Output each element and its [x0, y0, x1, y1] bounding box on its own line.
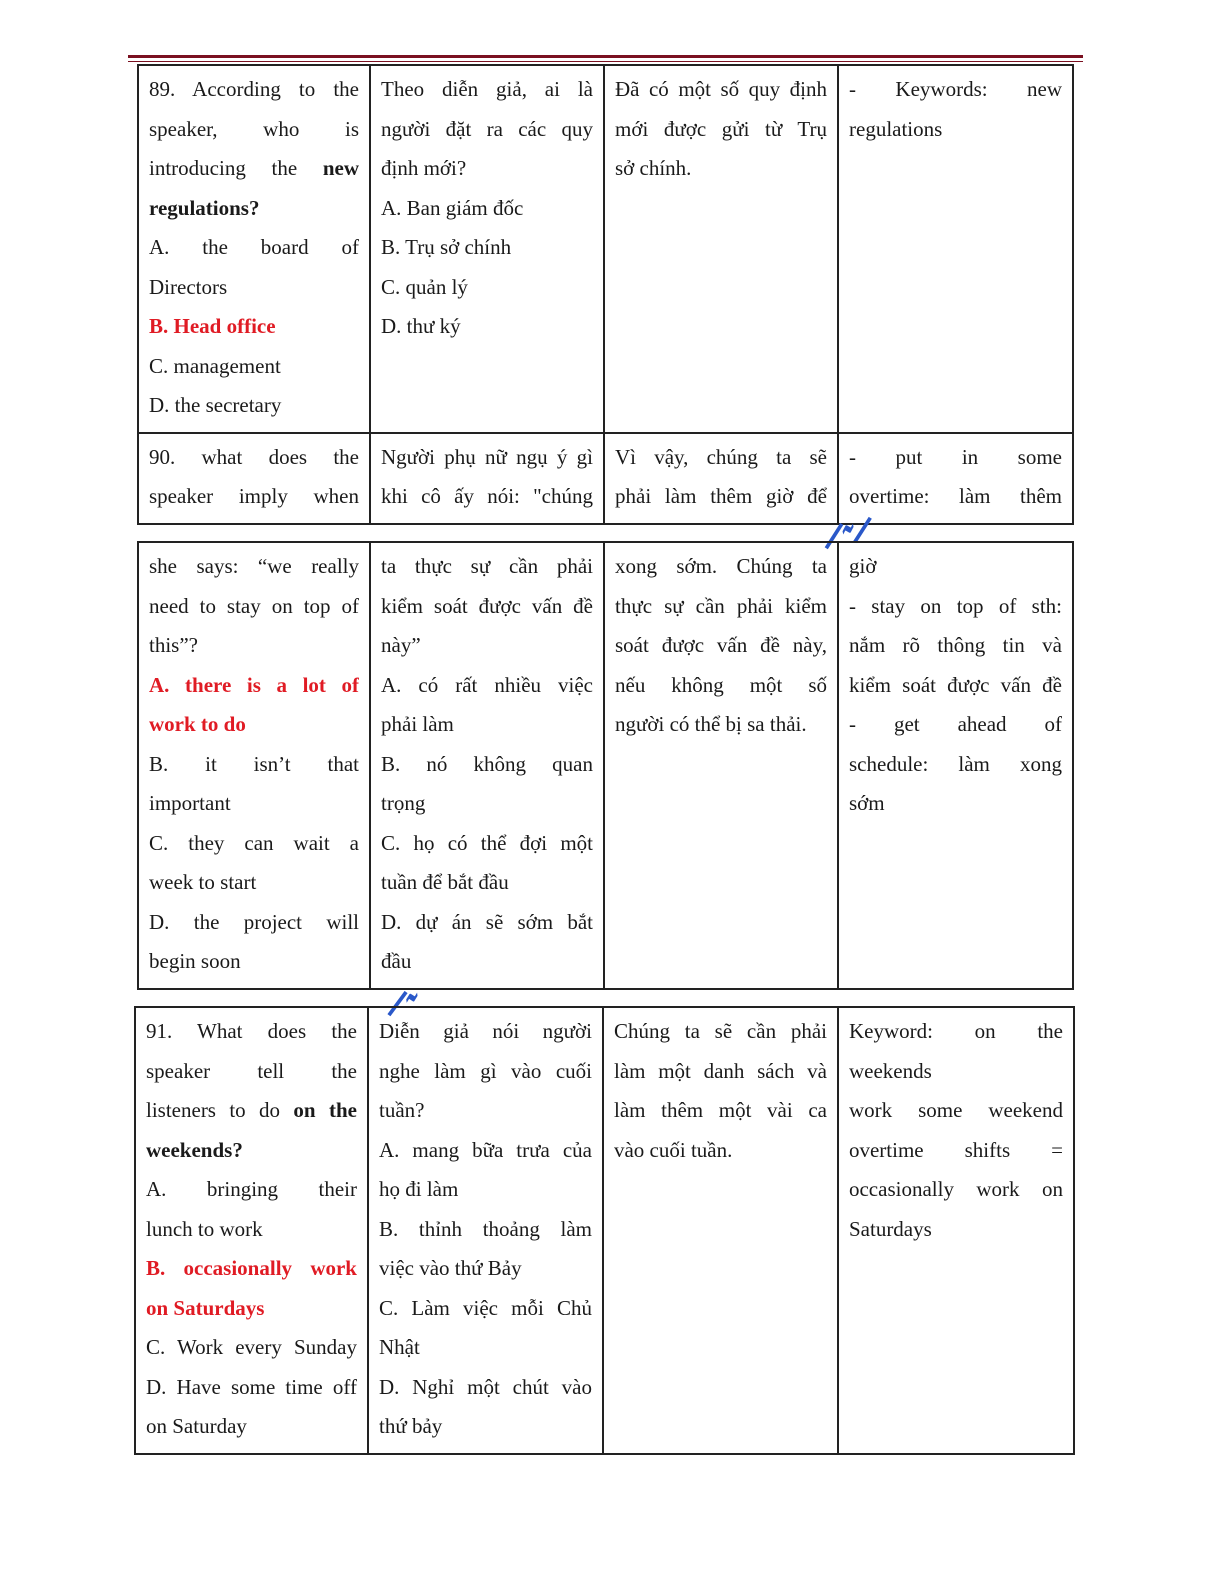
table-block-2: [137, 541, 1074, 990]
keyword: new: [322, 156, 359, 180]
text-line: weekends: [848, 1058, 932, 1083]
text-line: overtime shifts =: [848, 1137, 1063, 1162]
text-line: 89. According to the: [149, 77, 359, 101]
text-line: introducing the new: [149, 156, 359, 180]
table-block-3: [134, 1006, 1075, 1455]
text-line: listeners to do on the: [146, 1098, 357, 1122]
watermark-logo: 𝈺𝆝: [384, 985, 419, 1024]
text-line: - put in some: [849, 444, 1062, 469]
text-line: 90. what does the: [149, 444, 359, 469]
text-line: C. Làm việc mỗi Chủ: [378, 1295, 592, 1320]
text-line: mới được gửi từ Trụ: [615, 116, 827, 141]
text-line: trọng: [381, 791, 426, 815]
text-line: Theo diễn giả, ai là: [381, 77, 593, 101]
text-line: tuần?: [378, 1098, 425, 1122]
text-line: đầu: [381, 949, 412, 973]
text-line: sở chính.: [615, 156, 692, 180]
text-line: Người phụ nữ ngụ ý gì: [381, 444, 593, 469]
text-line: nghe làm gì vào cuối: [378, 1058, 592, 1083]
text-line: Saturdays: [848, 1216, 932, 1241]
text-line: B. it isn’t that: [149, 751, 359, 776]
text-line: A. có rất nhiều việc: [381, 672, 593, 697]
text-line: B. thỉnh thoảng làm: [378, 1216, 592, 1241]
text-line: A. mang bữa trưa của: [378, 1137, 592, 1162]
header-rule: [128, 55, 1083, 58]
text-line: này”: [381, 633, 421, 657]
text-line: xong sớm. Chúng ta: [615, 554, 827, 578]
keyword: weekends?: [146, 1137, 243, 1162]
text-line: người đặt ra các quy: [381, 116, 593, 141]
text-line: thứ bảy: [378, 1414, 443, 1438]
text-line: A. Ban giám đốc: [381, 195, 524, 220]
correct-answer: on Saturdays: [146, 1295, 265, 1320]
text-line: C. Work every Sunday: [146, 1335, 357, 1359]
text-line: kiểm soát được vấn đề: [381, 593, 593, 618]
text-line: Chúng ta sẽ cần phải: [613, 1019, 827, 1043]
text-line: nắm rõ thông tin và: [849, 633, 1062, 657]
text-line: begin soon: [149, 949, 241, 973]
text-line: phải làm thêm giờ để: [615, 484, 827, 508]
text-line: - get ahead of: [849, 712, 1062, 736]
text-line: B. Trụ sở chính: [381, 235, 512, 259]
correct-answer: B. occasionally work: [146, 1256, 357, 1280]
text-line: A. bringing their: [146, 1177, 357, 1201]
text-line: A. the board of: [149, 235, 359, 259]
cell-explanation-91: [603, 1007, 838, 1454]
text-line: - stay on top of sth:: [849, 593, 1062, 618]
text-line: - Keywords: new: [849, 77, 1062, 101]
cell-translation-89: [370, 65, 604, 433]
text-line: on Saturday: [146, 1414, 247, 1438]
watermark-logo: 𝈺𝆝𝈺: [820, 511, 878, 557]
cell-translation-90: [370, 433, 604, 524]
text-line: occasionally work on: [848, 1177, 1063, 1201]
text-line: làm thêm một vài ca: [613, 1098, 827, 1122]
text-line: soát được vấn đề này,: [615, 633, 827, 657]
text-line: D. Nghỉ một chút vào: [378, 1374, 592, 1399]
cell-translation-91: [368, 1007, 603, 1454]
text-line: phải làm: [381, 712, 454, 736]
table-row: [138, 433, 1073, 524]
text-line: Directors: [149, 274, 228, 299]
text-line: D. dự án sẽ sớm bắt: [381, 909, 593, 934]
text-line: lunch to work: [146, 1216, 263, 1241]
keyword: regulations?: [149, 195, 260, 220]
cell-question-90-cont: [138, 542, 370, 989]
text-line: [146, 1131, 357, 1171]
text-line: need to stay on top of: [149, 593, 359, 618]
cell-translation-90-cont: [370, 542, 604, 989]
text-line: regulations: [849, 116, 943, 141]
cell-keywords-90-cont: [838, 542, 1073, 989]
text-line: sớm: [849, 791, 885, 815]
text-line: kiểm soát được vấn đề: [849, 672, 1062, 697]
text-line: ta thực sự cần phải: [381, 554, 593, 578]
text-line: Keyword: on the: [848, 1019, 1063, 1043]
keyword: on the: [293, 1098, 357, 1122]
correct-answer: work to do: [149, 712, 246, 736]
text-line: schedule: làm xong: [849, 751, 1062, 776]
text-line: Diễn giả nói người: [378, 1019, 592, 1043]
text-line: nếu không một số: [615, 672, 827, 697]
table-row: [135, 1007, 1074, 1454]
text-line: D. thư ký: [381, 314, 461, 338]
text-line: [149, 189, 359, 229]
text-line: B. nó không quan: [381, 751, 593, 776]
cell-explanation-90-cont: [604, 542, 838, 989]
text-line: 91. What does the: [146, 1019, 357, 1043]
cell-question-89: [138, 65, 370, 433]
text-line: C. họ có thể đợi một: [381, 830, 593, 855]
text-line: speaker, who is: [149, 116, 359, 141]
text-line: C. management: [149, 353, 281, 378]
text-line: họ đi làm: [378, 1177, 459, 1201]
table-row: [138, 65, 1073, 433]
text-line: speaker tell the: [146, 1058, 357, 1083]
text-line: tuần để bắt đầu: [381, 870, 509, 894]
text-line: làm một danh sách và: [613, 1058, 827, 1083]
text-line: thực sự cần phải kiểm: [615, 593, 827, 618]
cell-explanation-90: [604, 433, 838, 524]
text-line: important: [149, 791, 231, 815]
correct-answer: A. there is a lot of: [149, 672, 359, 697]
cell-explanation-89: [604, 65, 838, 433]
text-line: C. quản lý: [381, 274, 468, 299]
text-line: D. the project will: [149, 909, 359, 934]
text-line: Vì vậy, chúng ta sẽ: [615, 444, 827, 469]
text-line: người có thể bị sa thải.: [615, 712, 807, 736]
cell-keywords-91: [838, 1007, 1074, 1454]
cell-keywords-90: [838, 433, 1073, 524]
header-rule-thin: [128, 61, 1083, 62]
table-row: [138, 542, 1073, 989]
text-line: khi cô ấy nói: "chúng: [381, 484, 593, 508]
text-line: week to start: [149, 870, 257, 894]
text-line: C. they can wait a: [149, 830, 359, 855]
text-line: D. the secretary: [149, 393, 282, 417]
text-line: she says: “we really: [149, 554, 359, 578]
text-line: Nhật: [378, 1335, 420, 1359]
cell-question-91: [135, 1007, 368, 1454]
table-block-1: [137, 64, 1074, 525]
text-line: speaker imply when: [149, 484, 359, 508]
text-line: overtime: làm thêm: [849, 484, 1062, 508]
text-line: giờ: [849, 554, 877, 578]
text-line: việc vào thứ Bảy: [378, 1256, 522, 1280]
correct-answer: B. Head office: [149, 314, 276, 338]
text-line: work some weekend: [848, 1098, 1063, 1122]
text-line: Đã có một số quy định: [615, 77, 827, 101]
cell-question-90: [138, 433, 370, 524]
text-line: D. Have some time off: [146, 1374, 357, 1399]
text-line: định mới?: [381, 156, 467, 180]
cell-keywords-89: [838, 65, 1073, 433]
text-line: this”?: [149, 633, 198, 657]
text-line: vào cuối tuần.: [613, 1137, 733, 1162]
